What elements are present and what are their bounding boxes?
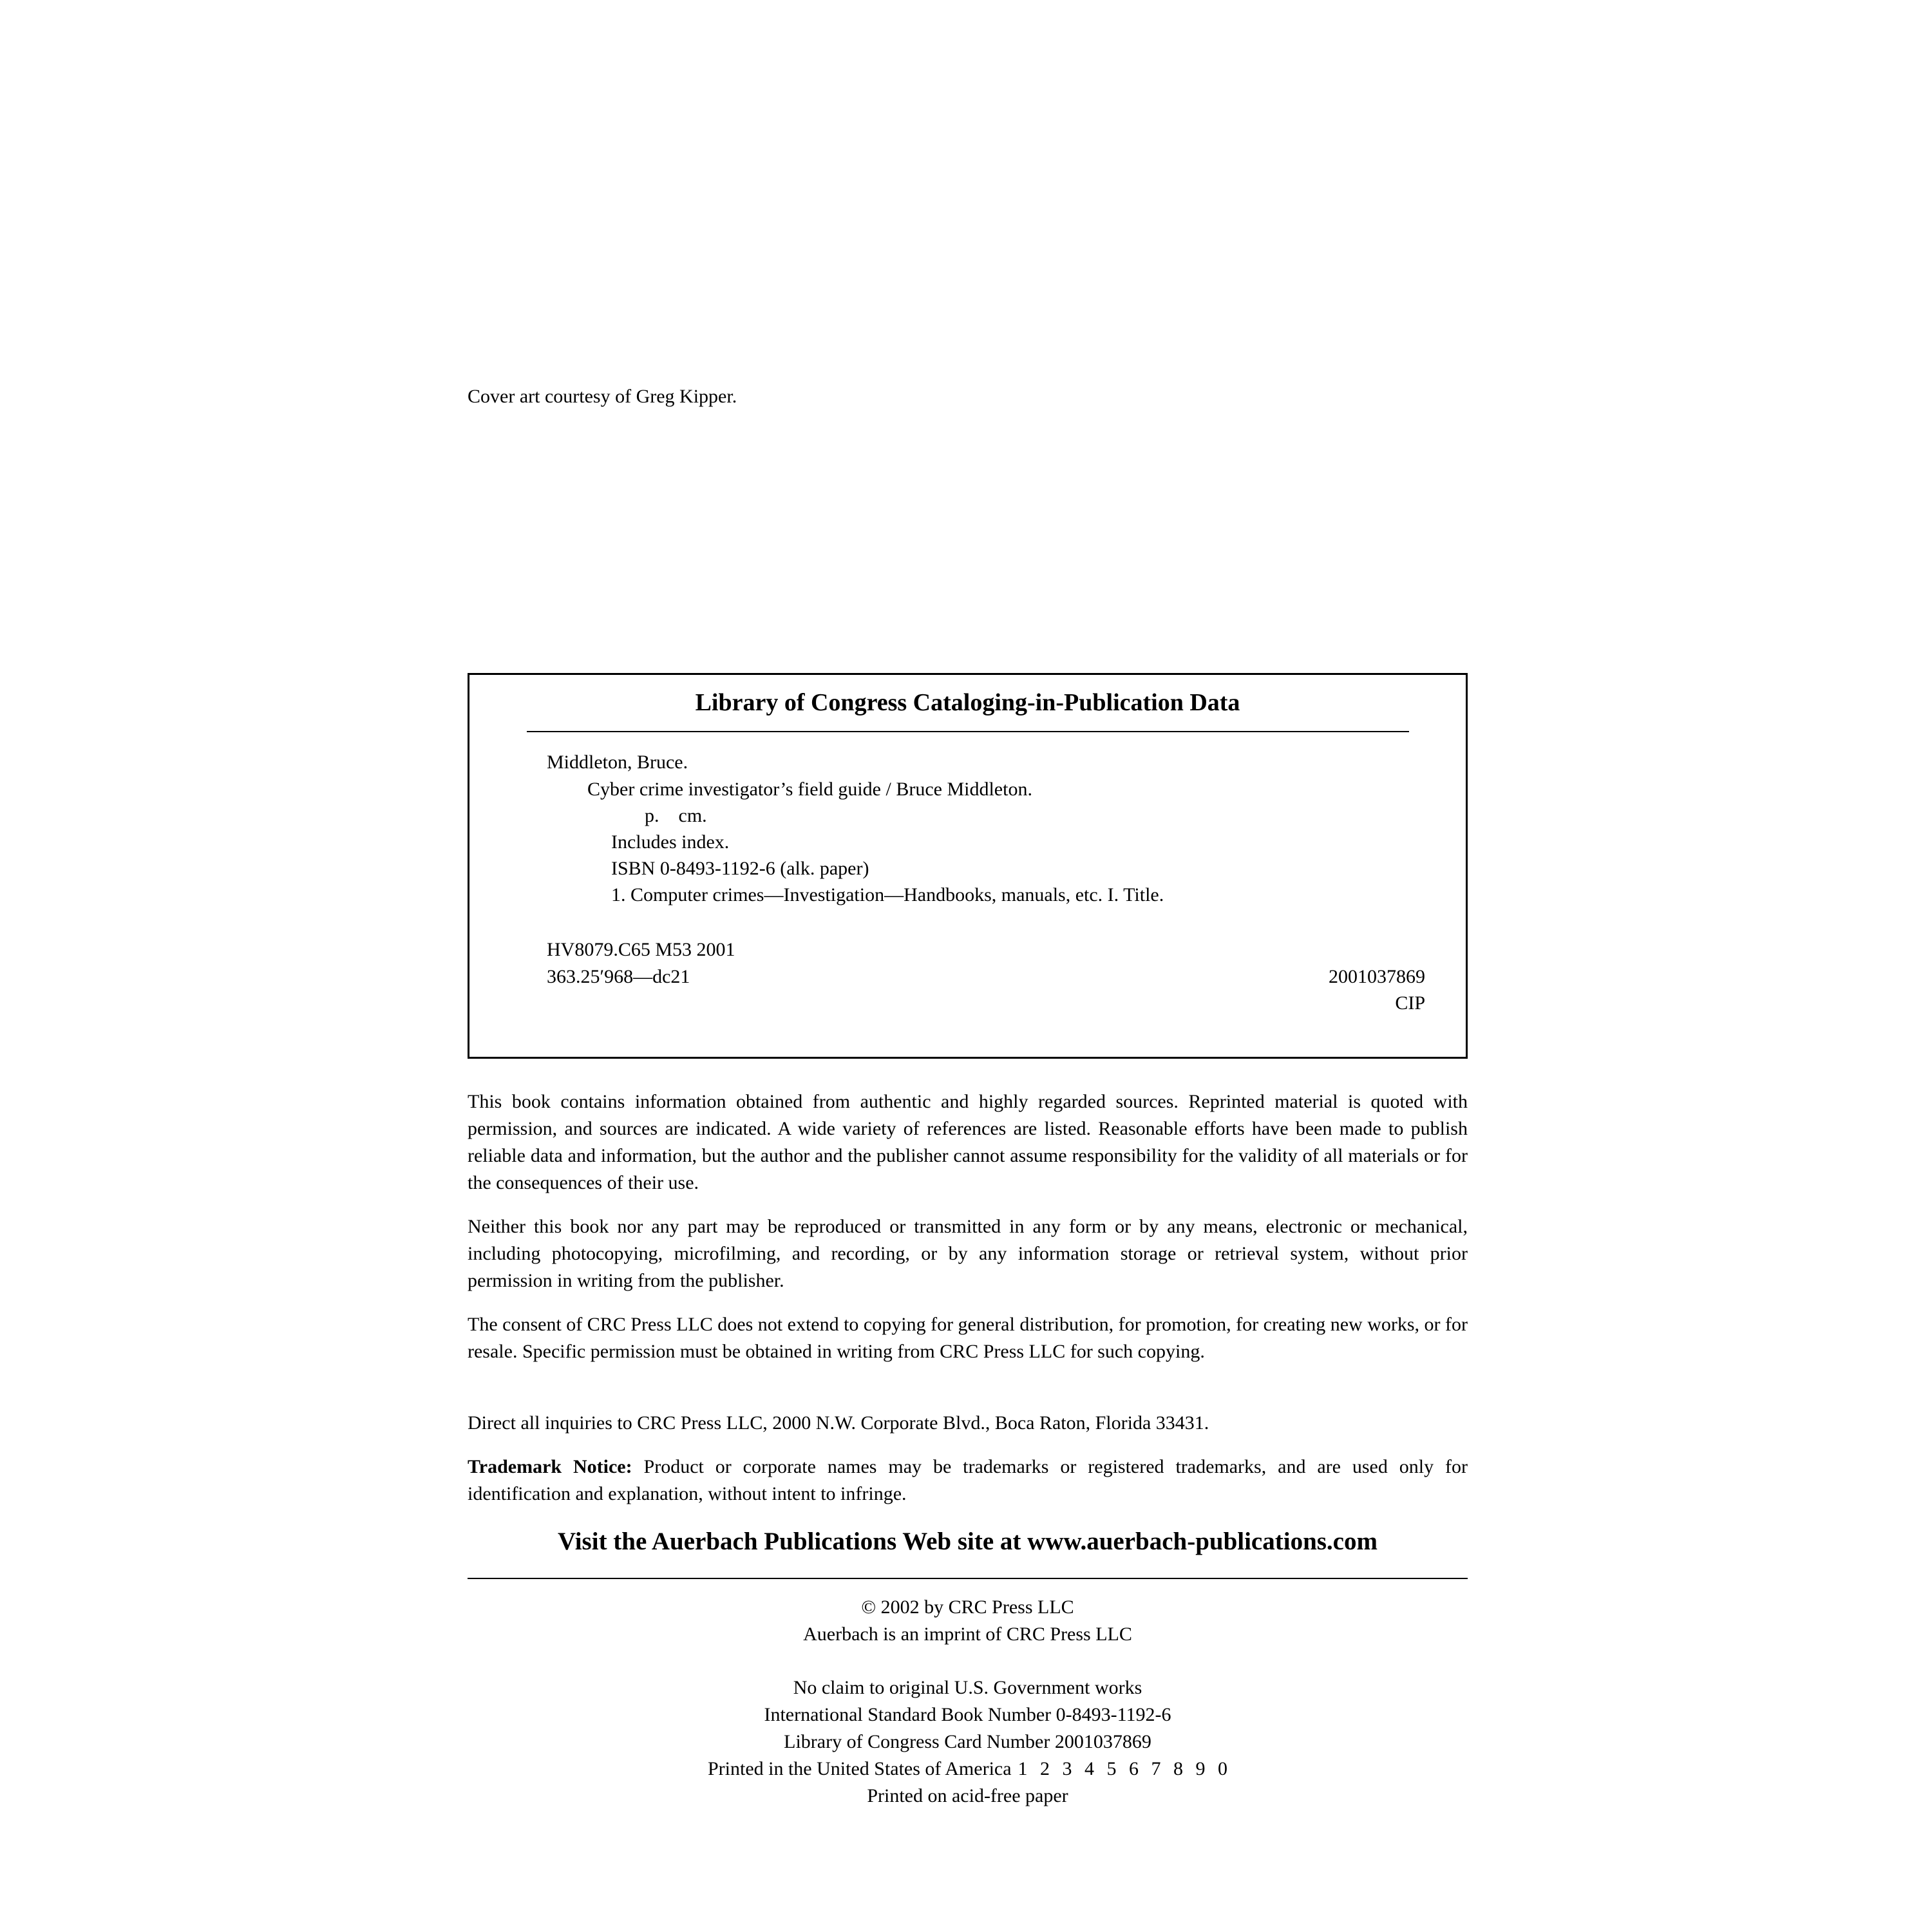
- cip-dewey-classification: 363.25′968—dc21: [547, 966, 690, 987]
- cip-title-rule: [527, 731, 1409, 732]
- cover-art-credit: Cover art courtesy of Greg Kipper.: [468, 386, 737, 407]
- print-line-numbers: 1 2 3 4 5 6 7 8 9 0: [1018, 1758, 1228, 1779]
- cip-subjects: 1. Computer crimes—Investigation—Handbooks, manuals, etc. I. Title.: [611, 884, 1164, 905]
- trademark-label: Trademark Notice:: [468, 1456, 632, 1477]
- cip-isbn: ISBN 0-8493-1192-6 (alk. paper): [611, 858, 869, 879]
- trademark-paragraph: [468, 1454, 1468, 1508]
- reproduction-paragraph: Neither this book nor any part may be reproduced or transmitted in any form or by any means, electronic or mechanical, including photocopying, microfilming, and recording, or by any information storage or retrieval system, without prior permission in writing from the publisher.: [468, 1216, 1468, 1291]
- colophon-rule: [468, 1578, 1468, 1579]
- cip-lc-classification: HV8079.C65 M53 2001: [547, 939, 735, 960]
- cip-lccn: 2001037869: [1329, 966, 1425, 987]
- government-works-line: No claim to original U.S. Government works: [793, 1677, 1142, 1698]
- cip-title-statement: Cyber crime investigator’s field guide / Bruce Middleton.: [587, 779, 1032, 800]
- cip-physical-description: p. cm.: [645, 805, 707, 826]
- imprint-line: Auerbach is an imprint of CRC Press LLC: [803, 1624, 1132, 1645]
- copyright-line: © 2002 by CRC Press LLC: [861, 1596, 1074, 1618]
- cip-note: Includes index.: [611, 831, 730, 853]
- disclaimer-paragraph: This book contains information obtained from authentic and highly regarded sources. Reprinted material is quoted with permission, and sources are indicated. A wide variety of references are listed. Reasonable efforts have been made to publish reliable data and information, but the author and the publisher cannot assume responsibility for the validity of all materials or for the consequences of their use.: [468, 1091, 1468, 1193]
- printed-in-line: [468, 1756, 1468, 1783]
- cip-data-box: [468, 673, 1468, 1059]
- website-visit-line: Visit the Auerbach Publications Web site at www.auerbach-publications.com: [558, 1528, 1378, 1555]
- consent-paragraph: The consent of CRC Press LLC does not extend to copying for general distribution, for promotion, for creating new works, or for resale. Specific permission must be obtained in writing from CRC Press LLC for such copying.: [468, 1314, 1468, 1362]
- cip-mark: CIP: [1395, 992, 1425, 1014]
- acid-free-paper-line: Printed on acid-free paper: [867, 1785, 1068, 1806]
- cip-author: Middleton, Bruce.: [547, 752, 688, 773]
- cip-title: Library of Congress Cataloging-in-Publication Data: [695, 689, 1240, 716]
- trademark-text: Product or corporate names may be trademarks or registered trademarks, and are used only for identification and explanation, without intent to infringe.: [468, 1456, 1468, 1504]
- isbn-line: International Standard Book Number 0-8493-1192-6: [764, 1704, 1171, 1725]
- inquiries-paragraph: Direct all inquiries to CRC Press LLC, 2000 N.W. Corporate Blvd., Boca Raton, Florida 33431.: [468, 1412, 1209, 1434]
- printed-in-text: Printed in the United States of America: [707, 1758, 1012, 1779]
- lccn-line: Library of Congress Card Number 2001037869: [784, 1731, 1151, 1752]
